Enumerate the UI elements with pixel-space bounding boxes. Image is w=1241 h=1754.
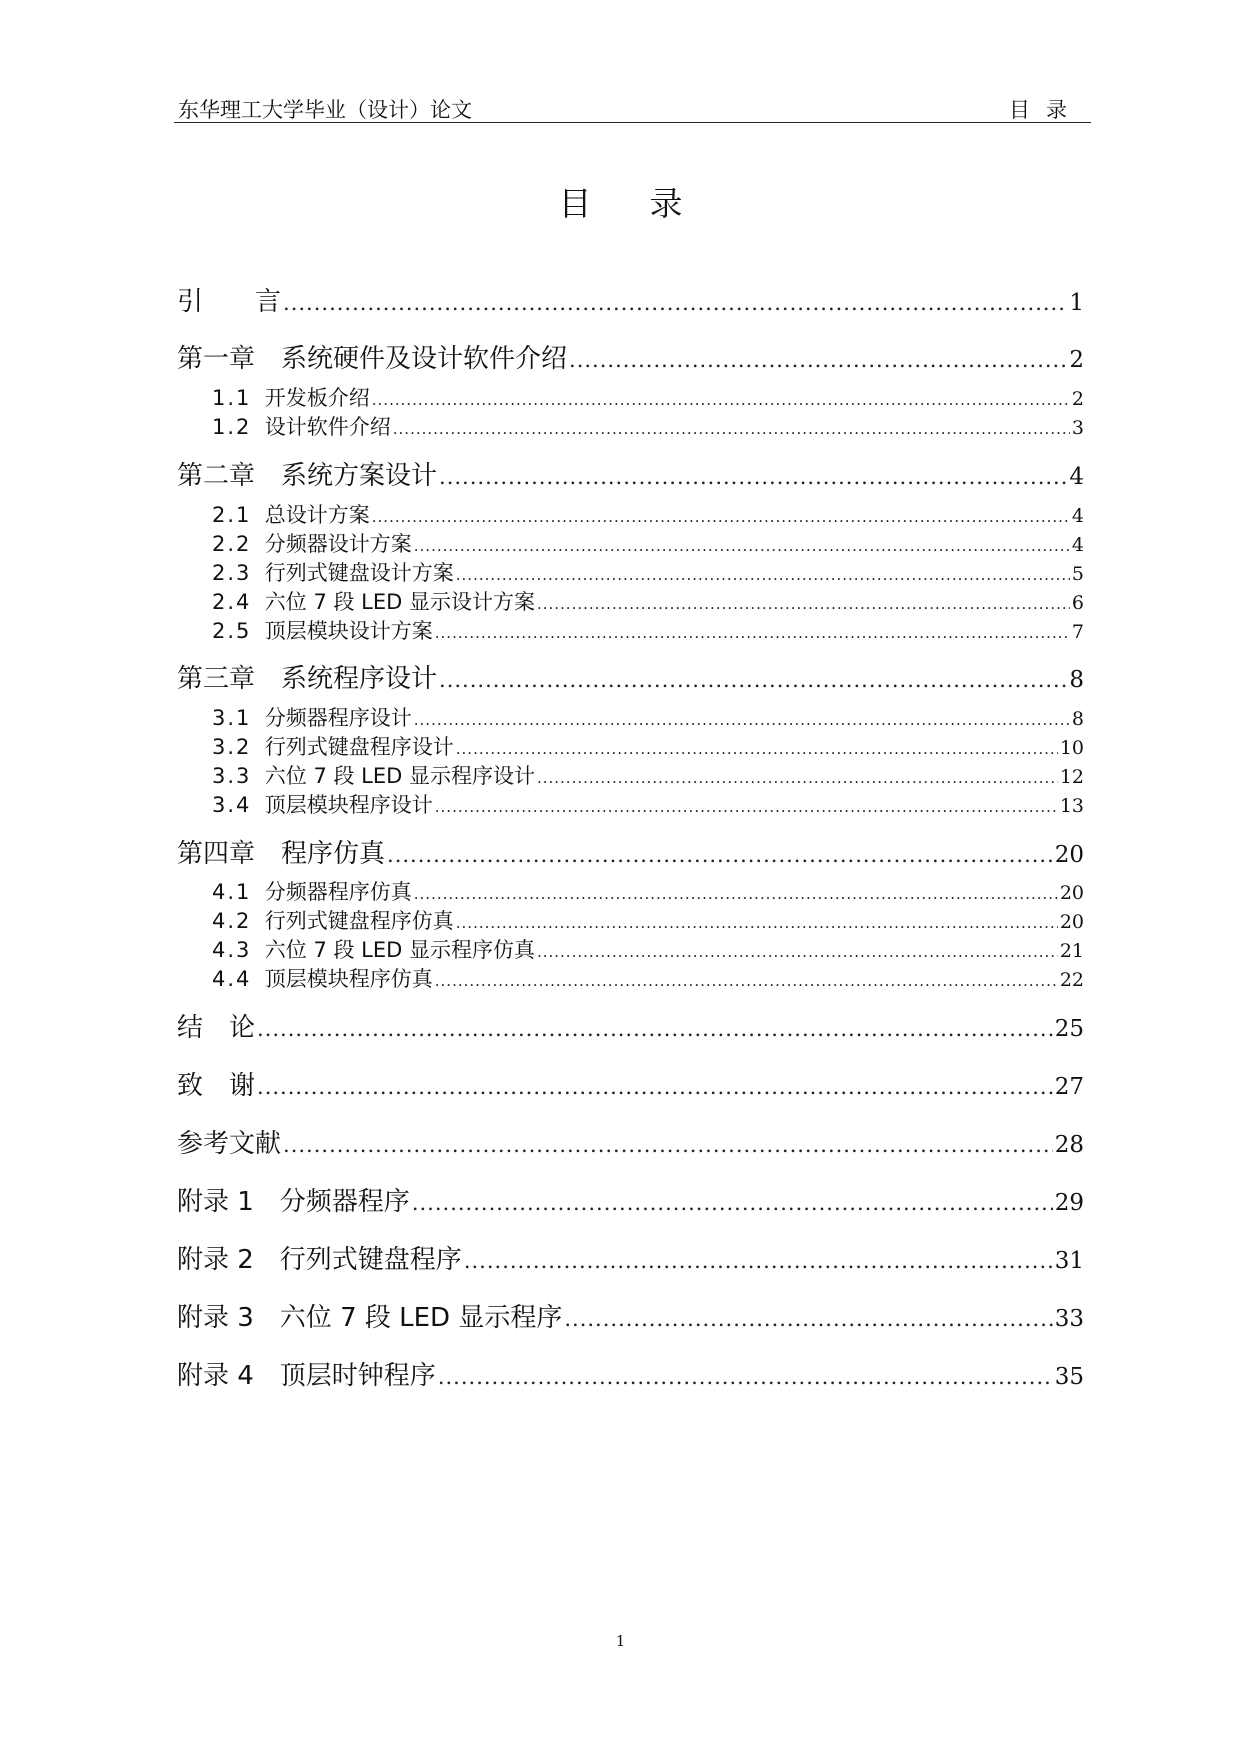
toc-leader-dots — [435, 624, 1070, 642]
toc-leader-dots — [283, 291, 1067, 315]
toc-leader-dots — [537, 769, 1058, 787]
toc-leader-dots — [456, 740, 1058, 758]
toc-section-entry[interactable] — [212, 382, 1084, 410]
toc-entry-label — [212, 760, 535, 790]
toc-leader-dots — [283, 1133, 1053, 1157]
header-right: 目录 — [1009, 98, 1083, 122]
toc-chapter-entry[interactable] — [177, 1239, 1084, 1273]
toc-entry-label — [212, 382, 370, 412]
toc-section-title: 顶层模块程序设计 — [264, 793, 433, 817]
toc-section-title: 行列式键盘程序设计 — [264, 735, 454, 759]
toc-entry-label: 附录 4 顶层时钟程序 — [177, 1361, 436, 1391]
toc-entry-label — [212, 702, 412, 732]
toc-section-entry[interactable] — [212, 615, 1084, 643]
running-header — [174, 94, 1091, 123]
toc-page-number: 7 — [1071, 621, 1084, 643]
toc-section-title: 六位 7 段 LED 显示程序仿真 — [264, 938, 535, 962]
toc-section-entry[interactable] — [212, 702, 1084, 730]
toc-section-entry[interactable] — [212, 789, 1084, 817]
toc-leader-dots — [564, 1307, 1052, 1331]
toc-entry-label — [212, 789, 433, 819]
toc-chapter-entry[interactable] — [177, 1007, 1084, 1041]
toc-section-title: 顶层模块程序仿真 — [264, 967, 433, 991]
toc-section-number: 3.3 — [212, 764, 252, 788]
toc-leader-dots — [257, 1075, 1053, 1099]
toc-leader-dots — [435, 798, 1058, 816]
toc-entry-label — [212, 411, 391, 441]
header-left: 东华理工大学毕业（设计）论文 — [178, 98, 472, 122]
toc-section-entry[interactable] — [212, 411, 1084, 439]
toc-chapter-entry[interactable] — [177, 1355, 1084, 1389]
toc-page-number: 27 — [1054, 1074, 1084, 1100]
toc-section-title: 分频器设计方案 — [264, 532, 412, 556]
toc-entry-label — [212, 528, 412, 558]
toc-page-number: 4 — [1069, 464, 1084, 490]
toc-page-number: 1 — [1069, 290, 1084, 316]
toc-page-number: 31 — [1054, 1248, 1084, 1274]
toc-leader-dots — [439, 465, 1067, 489]
toc-section-title: 分频器程序仿真 — [264, 880, 412, 904]
toc-chapter-entry[interactable] — [177, 1181, 1084, 1215]
toc-section-number: 1.1 — [212, 386, 252, 410]
toc-leader-dots — [464, 1249, 1053, 1273]
toc-section-entry[interactable] — [212, 760, 1084, 788]
toc-leader-dots — [435, 972, 1058, 990]
toc-entry-label: 附录 2 行列式键盘程序 — [177, 1245, 462, 1275]
toc-page-number: 28 — [1054, 1132, 1084, 1158]
toc-section-title: 设计软件介绍 — [264, 415, 391, 439]
toc-page-number: 35 — [1054, 1364, 1084, 1390]
toc-entry-label — [212, 557, 454, 587]
toc-page-number: 21 — [1059, 940, 1084, 962]
page-number: 1 — [615, 1632, 626, 1650]
toc-leader-dots — [569, 348, 1067, 372]
toc-section-entry[interactable] — [212, 963, 1084, 991]
toc-entry-label: 参考文献 — [177, 1129, 282, 1159]
toc-entry-label: 第三章 系统程序设计 — [177, 664, 438, 694]
toc-chapter-entry[interactable] — [177, 281, 1084, 315]
toc-section-title: 顶层模块设计方案 — [264, 619, 433, 643]
toc-page-number: 12 — [1059, 766, 1084, 788]
toc-leader-dots — [393, 420, 1070, 438]
toc-section-number: 4.2 — [212, 909, 252, 933]
toc-chapter-entry[interactable] — [177, 1065, 1084, 1099]
toc-leader-dots — [456, 914, 1058, 932]
toc-section-number: 3.4 — [212, 793, 252, 817]
toc-page-number: 4 — [1071, 534, 1084, 556]
toc-section-number: 2.2 — [212, 532, 252, 556]
toc-page-number: 8 — [1069, 667, 1084, 693]
toc-section-entry[interactable] — [212, 731, 1084, 759]
toc-entry-label — [212, 876, 412, 906]
toc-page-number: 2 — [1069, 347, 1084, 373]
toc-leader-dots — [438, 1365, 1053, 1389]
toc-page-number: 29 — [1054, 1190, 1084, 1216]
toc-entry-label — [212, 615, 433, 645]
toc-page-number: 25 — [1054, 1016, 1084, 1042]
toc-page-number: 10 — [1059, 737, 1084, 759]
toc-section-entry[interactable] — [212, 905, 1084, 933]
toc-section-title: 行列式键盘设计方案 — [264, 561, 454, 585]
toc-entry-label: 第二章 系统方案设计 — [177, 461, 438, 491]
toc-page-number: 20 — [1059, 882, 1084, 904]
toc-chapter-entry[interactable] — [177, 833, 1084, 867]
toc-section-title: 六位 7 段 LED 显示设计方案 — [264, 590, 535, 614]
toc-chapter-entry[interactable] — [177, 455, 1084, 489]
toc-entry-label — [212, 586, 535, 616]
toc-page-number: 20 — [1059, 911, 1084, 933]
toc-chapter-entry[interactable] — [177, 658, 1084, 692]
toc-entry-label: 附录 3 六位 7 段 LED 显示程序 — [177, 1303, 563, 1333]
toc-section-number: 4.1 — [212, 880, 252, 904]
toc-section-title: 开发板介绍 — [264, 386, 370, 410]
toc-section-number: 2.3 — [212, 561, 252, 585]
toc-leader-dots — [372, 508, 1070, 526]
toc-section-title: 总设计方案 — [264, 503, 370, 527]
toc-section-number: 2.4 — [212, 590, 252, 614]
toc-section-entry[interactable] — [212, 499, 1084, 527]
toc-entry-label: 第四章 程序仿真 — [177, 839, 386, 869]
toc-page-number: 3 — [1071, 417, 1084, 439]
toc-entry-label: 附录 1 分频器程序 — [177, 1187, 410, 1217]
toc-page-number: 4 — [1071, 505, 1084, 527]
toc-entry-label: 致 谢 — [177, 1071, 256, 1101]
toc-section-entry[interactable] — [212, 876, 1084, 904]
toc-chapter-entry[interactable] — [177, 1123, 1084, 1157]
toc-leader-dots — [414, 711, 1070, 729]
toc-chapter-entry[interactable] — [177, 338, 1084, 372]
toc-leader-dots — [257, 1017, 1053, 1041]
toc-leader-dots — [412, 1191, 1053, 1215]
toc-page-number: 5 — [1071, 563, 1084, 585]
toc-entry-label — [212, 905, 454, 935]
toc-page-number: 13 — [1059, 795, 1084, 817]
toc-section-title: 六位 7 段 LED 显示程序设计 — [264, 764, 535, 788]
toc-entry-label: 引 言 — [177, 287, 282, 317]
toc-leader-dots — [414, 885, 1058, 903]
toc-entry-label: 第一章 系统硬件及设计软件介绍 — [177, 344, 568, 374]
toc-section-number: 3.2 — [212, 735, 252, 759]
toc-page-number: 8 — [1071, 708, 1084, 730]
toc-leader-dots — [537, 595, 1070, 613]
toc-page-number: 2 — [1071, 388, 1084, 410]
toc-section-number: 4.3 — [212, 938, 252, 962]
toc-section-title: 分频器程序设计 — [264, 706, 412, 730]
toc-leader-dots — [456, 566, 1070, 584]
toc-leader-dots — [387, 843, 1053, 867]
toc-leader-dots — [372, 391, 1070, 409]
toc-section-entry[interactable] — [212, 586, 1084, 614]
toc-section-number: 2.5 — [212, 619, 252, 643]
toc-page-number: 22 — [1059, 969, 1084, 991]
toc-section-entry[interactable] — [212, 528, 1084, 556]
toc-section-number: 4.4 — [212, 967, 252, 991]
toc-section-entry[interactable] — [212, 934, 1084, 962]
toc-section-number: 1.2 — [212, 415, 252, 439]
toc-section-entry[interactable] — [212, 557, 1084, 585]
toc-page-number: 20 — [1054, 842, 1084, 868]
toc-entry-label — [212, 731, 454, 761]
page-title: 目录 — [558, 184, 741, 223]
toc-chapter-entry[interactable] — [177, 1297, 1084, 1331]
toc-section-number: 3.1 — [212, 706, 252, 730]
toc-entry-label — [212, 499, 370, 529]
toc-entry-label — [212, 963, 433, 993]
toc-page-number: 33 — [1054, 1306, 1084, 1332]
toc-entry-label — [212, 934, 535, 964]
toc-entry-label: 结 论 — [177, 1013, 256, 1043]
toc-section-title: 行列式键盘程序仿真 — [264, 909, 454, 933]
toc-page-number: 6 — [1071, 592, 1084, 614]
toc-section-number: 2.1 — [212, 503, 252, 527]
toc-leader-dots — [414, 537, 1070, 555]
toc-leader-dots — [537, 943, 1058, 961]
toc-leader-dots — [439, 668, 1067, 692]
